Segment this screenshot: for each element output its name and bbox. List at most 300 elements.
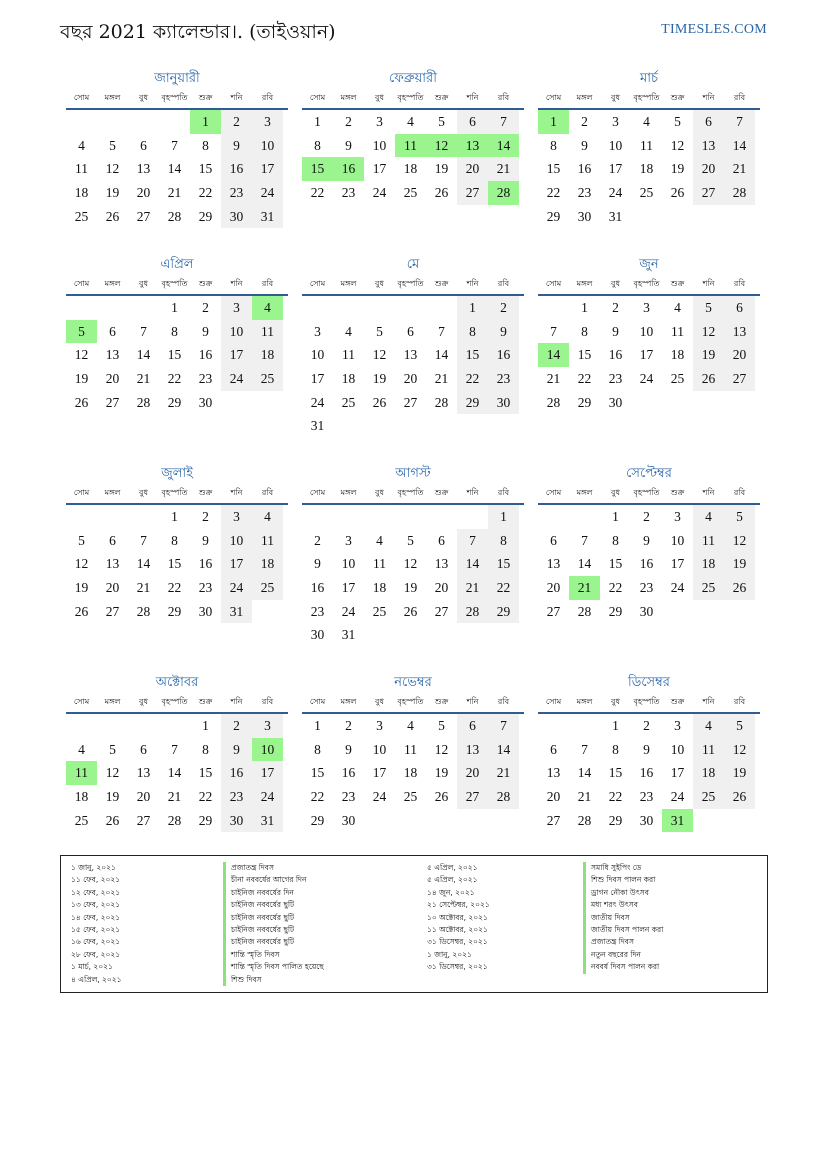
day-cell[interactable]: 5 [693, 296, 724, 320]
day-cell[interactable]: 25 [252, 576, 283, 600]
day-cell[interactable]: 10 [670, 532, 685, 548]
day-cell[interactable]: 7 [581, 532, 588, 548]
day-cell[interactable]: 20 [693, 157, 724, 181]
day-cell[interactable]: 18 [252, 552, 283, 576]
day-cell[interactable]: 25 [74, 812, 89, 828]
day-cell[interactable]: 8 [314, 137, 321, 153]
day-cell[interactable]: 25 [341, 394, 356, 410]
day-cell[interactable]: 28 [577, 603, 592, 619]
day-cell[interactable]: 9 [488, 320, 519, 344]
day-cell[interactable]: 3 [252, 110, 283, 134]
day-cell[interactable]: 8 [488, 529, 519, 553]
day-cell[interactable]: 10 [341, 556, 356, 572]
day-cell[interactable]: 27 [403, 394, 418, 410]
day-cell[interactable]: 14 [434, 347, 449, 363]
day-cell[interactable]: 11 [693, 529, 724, 553]
day-cell[interactable]: 16 [198, 347, 213, 363]
day-cell[interactable]: 15 [577, 347, 592, 363]
day-cell[interactable]: 16 [333, 157, 364, 181]
day-cell[interactable]: 28 [434, 394, 449, 410]
day-cell[interactable]: 15 [488, 552, 519, 576]
day-cell[interactable]: 31 [310, 418, 325, 434]
day-cell[interactable]: 15 [608, 556, 623, 572]
day-cell[interactable]: 28 [724, 181, 755, 205]
day-cell[interactable]: 19 [74, 371, 89, 387]
day-cell[interactable]: 4 [252, 505, 283, 529]
day-cell[interactable]: 15 [198, 161, 213, 177]
day-cell[interactable]: 24 [221, 367, 252, 391]
day-cell[interactable]: 17 [252, 761, 283, 785]
day-cell[interactable]: 1 [612, 509, 619, 524]
day-cell[interactable]: 12 [105, 161, 120, 177]
site-name[interactable]: TIMESLES.COM [661, 22, 767, 37]
day-cell[interactable]: 11 [252, 529, 283, 553]
day-cell[interactable]: 26 [724, 785, 755, 809]
day-cell[interactable]: 24 [341, 603, 356, 619]
day-cell[interactable]: 27 [136, 812, 151, 828]
day-cell[interactable]: 31 [608, 208, 623, 224]
day-cell[interactable]: 18 [372, 580, 387, 596]
day-cell[interactable]: 27 [546, 812, 561, 828]
day-cell[interactable]: 12 [724, 738, 755, 762]
day-cell[interactable]: 1 [314, 718, 321, 733]
day-cell[interactable]: 11 [342, 347, 355, 363]
day-cell[interactable]: 13 [136, 161, 151, 177]
day-cell[interactable]: 8 [457, 320, 488, 344]
day-cell[interactable]: 31 [252, 205, 283, 229]
day-cell[interactable]: 27 [105, 603, 120, 619]
day-cell[interactable]: 18 [693, 761, 724, 785]
day-cell[interactable]: 6 [438, 532, 445, 548]
day-cell[interactable]: 7 [550, 323, 557, 339]
day-cell[interactable]: 17 [221, 552, 252, 576]
day-cell[interactable]: 29 [167, 394, 182, 410]
day-cell[interactable]: 25 [74, 208, 89, 224]
day-cell[interactable]: 19 [74, 580, 89, 596]
day-cell[interactable]: 21 [167, 185, 182, 201]
day-cell[interactable]: 24 [252, 181, 283, 205]
day-cell[interactable]: 15 [457, 343, 488, 367]
day-cell[interactable]: 3 [221, 505, 252, 529]
day-cell[interactable]: 1 [171, 509, 178, 524]
day-cell[interactable]: 20 [724, 343, 755, 367]
day-cell[interactable]: 1 [612, 718, 619, 733]
day-cell[interactable]: 17 [670, 765, 685, 781]
day-cell[interactable]: 29 [167, 603, 182, 619]
day-cell[interactable]: 27 [693, 181, 724, 205]
day-cell[interactable]: 14 [167, 161, 182, 177]
day-cell[interactable]: 18 [403, 161, 418, 177]
day-cell[interactable]: 7 [171, 137, 178, 153]
day-cell[interactable]: 27 [724, 367, 755, 391]
day-cell[interactable]: 12 [74, 347, 89, 363]
day-cell[interactable]: 21 [569, 576, 600, 600]
day-cell[interactable]: 4 [643, 114, 650, 129]
day-cell[interactable]: 17 [372, 765, 387, 781]
day-cell[interactable]: 19 [403, 580, 418, 596]
day-cell[interactable]: 20 [457, 157, 488, 181]
day-cell[interactable]: 14 [577, 765, 592, 781]
day-cell[interactable]: 12 [403, 556, 418, 572]
day-cell[interactable]: 28 [488, 181, 519, 205]
day-cell[interactable]: 31 [252, 809, 283, 833]
day-cell[interactable]: 26 [434, 185, 449, 201]
day-cell[interactable]: 10 [221, 320, 252, 344]
day-cell[interactable]: 20 [457, 761, 488, 785]
day-cell[interactable]: 14 [488, 738, 519, 762]
day-cell[interactable]: 2 [643, 718, 650, 733]
day-cell[interactable]: 7 [488, 110, 519, 134]
day-cell[interactable]: 10 [372, 137, 387, 153]
day-cell[interactable]: 30 [310, 627, 325, 643]
day-cell[interactable]: 26 [403, 603, 418, 619]
day-cell[interactable]: 29 [577, 394, 592, 410]
day-cell[interactable]: 18 [639, 161, 654, 177]
day-cell[interactable]: 13 [724, 320, 755, 344]
day-cell[interactable]: 1 [171, 300, 178, 315]
day-cell[interactable]: 2 [221, 110, 252, 134]
day-cell[interactable]: 5 [724, 505, 755, 529]
day-cell[interactable]: 25 [403, 185, 418, 201]
day-cell[interactable]: 4 [407, 718, 414, 733]
day-cell[interactable]: 4 [693, 505, 724, 529]
day-cell[interactable]: 30 [639, 603, 654, 619]
day-cell[interactable]: 16 [577, 161, 592, 177]
day-cell[interactable]: 1 [202, 718, 209, 733]
day-cell[interactable]: 13 [457, 134, 488, 158]
day-cell[interactable]: 3 [643, 300, 650, 315]
day-cell[interactable]: 6 [724, 296, 755, 320]
day-cell[interactable]: 3 [221, 296, 252, 320]
day-cell[interactable]: 26 [670, 185, 685, 201]
day-cell[interactable]: 15 [198, 765, 213, 781]
day-cell[interactable]: 18 [74, 185, 89, 201]
day-cell[interactable]: 17 [341, 580, 356, 596]
day-cell[interactable]: 12 [693, 320, 724, 344]
day-cell[interactable]: 26 [74, 603, 89, 619]
day-cell[interactable]: 12 [105, 765, 120, 781]
day-cell[interactable]: 8 [581, 323, 588, 339]
day-cell[interactable]: 29 [608, 603, 623, 619]
day-cell[interactable]: 18 [693, 552, 724, 576]
day-cell[interactable]: 19 [105, 789, 120, 805]
day-cell[interactable]: 19 [434, 161, 449, 177]
day-cell[interactable]: 13 [434, 556, 449, 572]
day-cell[interactable]: 16 [198, 556, 213, 572]
day-cell[interactable]: 14 [538, 343, 569, 367]
day-cell[interactable]: 24 [372, 789, 387, 805]
day-cell[interactable]: 22 [167, 371, 182, 387]
day-cell[interactable]: 24 [639, 371, 654, 387]
day-cell[interactable]: 7 [724, 110, 755, 134]
day-cell[interactable]: 21 [724, 157, 755, 181]
day-cell[interactable]: 25 [372, 603, 387, 619]
day-cell[interactable]: 9 [314, 556, 321, 572]
day-cell[interactable]: 14 [488, 134, 519, 158]
day-cell[interactable]: 29 [608, 812, 623, 828]
day-cell[interactable]: 14 [724, 134, 755, 158]
day-cell[interactable]: 15 [302, 157, 333, 181]
day-cell[interactable]: 15 [167, 556, 182, 572]
day-cell[interactable]: 9 [581, 137, 588, 153]
day-cell[interactable]: 1 [190, 110, 221, 134]
day-cell[interactable]: 26 [105, 812, 120, 828]
day-cell[interactable]: 28 [488, 785, 519, 809]
day-cell[interactable]: 10 [670, 741, 685, 757]
day-cell[interactable]: 28 [457, 600, 488, 624]
day-cell[interactable]: 22 [310, 185, 325, 201]
day-cell[interactable]: 23 [639, 789, 654, 805]
day-cell[interactable]: 8 [202, 741, 209, 757]
day-cell[interactable]: 24 [670, 789, 685, 805]
day-cell[interactable]: 19 [105, 185, 120, 201]
day-cell[interactable]: 30 [198, 603, 213, 619]
day-cell[interactable]: 28 [167, 812, 182, 828]
day-cell[interactable]: 3 [252, 714, 283, 738]
day-cell[interactable]: 6 [140, 741, 147, 757]
day-cell[interactable]: 4 [78, 137, 85, 153]
day-cell[interactable]: 23 [608, 371, 623, 387]
day-cell[interactable]: 24 [252, 785, 283, 809]
day-cell[interactable]: 30 [608, 394, 623, 410]
day-cell[interactable]: 4 [407, 114, 414, 129]
day-cell[interactable]: 4 [693, 714, 724, 738]
day-cell[interactable]: 12 [434, 741, 449, 757]
day-cell[interactable]: 20 [105, 580, 120, 596]
day-cell[interactable]: 8 [314, 741, 321, 757]
day-cell[interactable]: 17 [310, 371, 325, 387]
day-cell[interactable]: 4 [252, 296, 283, 320]
day-cell[interactable]: 7 [140, 532, 147, 548]
day-cell[interactable]: 1 [488, 505, 519, 529]
day-cell[interactable]: 10 [310, 347, 325, 363]
day-cell[interactable]: 21 [136, 371, 151, 387]
day-cell[interactable]: 20 [546, 789, 561, 805]
day-cell[interactable]: 23 [221, 785, 252, 809]
day-cell[interactable]: 20 [434, 580, 449, 596]
day-cell[interactable]: 2 [643, 509, 650, 524]
day-cell[interactable]: 8 [171, 532, 178, 548]
day-cell[interactable]: 8 [550, 137, 557, 153]
day-cell[interactable]: 2 [221, 714, 252, 738]
day-cell[interactable]: 5 [66, 320, 97, 344]
day-cell[interactable]: 13 [105, 347, 120, 363]
day-cell[interactable]: 2 [345, 718, 352, 733]
day-cell[interactable]: 16 [639, 556, 654, 572]
day-cell[interactable]: 28 [136, 603, 151, 619]
day-cell[interactable]: 14 [167, 765, 182, 781]
day-cell[interactable]: 29 [546, 208, 561, 224]
day-cell[interactable]: 18 [403, 765, 418, 781]
day-cell[interactable]: 21 [546, 371, 561, 387]
day-cell[interactable]: 21 [457, 576, 488, 600]
day-cell[interactable]: 26 [105, 208, 120, 224]
day-cell[interactable]: 5 [724, 714, 755, 738]
day-cell[interactable]: 16 [310, 580, 325, 596]
day-cell[interactable]: 2 [612, 300, 619, 315]
day-cell[interactable]: 5 [407, 532, 414, 548]
day-cell[interactable]: 15 [167, 347, 182, 363]
day-cell[interactable]: 17 [252, 157, 283, 181]
day-cell[interactable]: 9 [345, 741, 352, 757]
day-cell[interactable]: 26 [434, 789, 449, 805]
day-cell[interactable]: 10 [372, 741, 387, 757]
day-cell[interactable]: 24 [608, 185, 623, 201]
day-cell[interactable]: 3 [612, 114, 619, 129]
day-cell[interactable]: 31 [221, 600, 252, 624]
day-cell[interactable]: 16 [639, 765, 654, 781]
day-cell[interactable]: 12 [372, 347, 387, 363]
day-cell[interactable]: 23 [639, 580, 654, 596]
day-cell[interactable]: 2 [345, 114, 352, 129]
day-cell[interactable]: 6 [693, 110, 724, 134]
day-cell[interactable]: 12 [426, 134, 457, 158]
day-cell[interactable]: 14 [577, 556, 592, 572]
day-cell[interactable]: 22 [608, 789, 623, 805]
day-cell[interactable]: 19 [670, 161, 685, 177]
day-cell[interactable]: 15 [310, 765, 325, 781]
day-cell[interactable]: 2 [581, 114, 588, 129]
day-cell[interactable]: 28 [577, 812, 592, 828]
day-cell[interactable]: 27 [136, 208, 151, 224]
day-cell[interactable]: 23 [198, 371, 213, 387]
day-cell[interactable]: 1 [538, 110, 569, 134]
day-cell[interactable]: 3 [376, 114, 383, 129]
day-cell[interactable]: 30 [577, 208, 592, 224]
day-cell[interactable]: 22 [608, 580, 623, 596]
day-cell[interactable]: 22 [198, 185, 213, 201]
day-cell[interactable]: 25 [693, 785, 724, 809]
day-cell[interactable]: 14 [136, 556, 151, 572]
day-cell[interactable]: 5 [109, 741, 116, 757]
day-cell[interactable]: 17 [221, 343, 252, 367]
day-cell[interactable]: 16 [221, 761, 252, 785]
day-cell[interactable]: 16 [341, 765, 356, 781]
day-cell[interactable]: 4 [674, 300, 681, 315]
day-cell[interactable]: 17 [608, 161, 623, 177]
day-cell[interactable]: 5 [674, 114, 681, 129]
day-cell[interactable]: 9 [221, 738, 252, 762]
day-cell[interactable]: 9 [221, 134, 252, 158]
day-cell[interactable]: 28 [546, 394, 561, 410]
day-cell[interactable]: 4 [78, 741, 85, 757]
day-cell[interactable]: 23 [310, 603, 325, 619]
day-cell[interactable]: 7 [171, 741, 178, 757]
day-cell[interactable]: 24 [670, 580, 685, 596]
day-cell[interactable]: 1 [457, 296, 488, 320]
day-cell[interactable]: 22 [310, 789, 325, 805]
day-cell[interactable]: 5 [78, 532, 85, 548]
day-cell[interactable]: 30 [488, 391, 519, 415]
day-cell[interactable]: 6 [407, 323, 414, 339]
day-cell[interactable]: 26 [693, 367, 724, 391]
day-cell[interactable]: 1 [314, 114, 321, 129]
day-cell[interactable]: 16 [608, 347, 623, 363]
day-cell[interactable]: 3 [674, 718, 681, 733]
day-cell[interactable]: 20 [105, 371, 120, 387]
day-cell[interactable]: 7 [488, 714, 519, 738]
day-cell[interactable]: 10 [221, 529, 252, 553]
day-cell[interactable]: 14 [136, 347, 151, 363]
day-cell[interactable]: 25 [639, 185, 654, 201]
day-cell[interactable]: 27 [457, 785, 488, 809]
day-cell[interactable]: 25 [252, 367, 283, 391]
day-cell[interactable]: 29 [457, 391, 488, 415]
day-cell[interactable]: 9 [345, 137, 352, 153]
day-cell[interactable]: 26 [372, 394, 387, 410]
day-cell[interactable]: 2 [202, 300, 209, 315]
day-cell[interactable]: 11 [693, 738, 724, 762]
day-cell[interactable]: 11 [75, 161, 88, 177]
day-cell[interactable]: 25 [403, 789, 418, 805]
day-cell[interactable]: 8 [612, 532, 619, 548]
day-cell[interactable]: 13 [403, 347, 418, 363]
day-cell[interactable]: 28 [136, 394, 151, 410]
day-cell[interactable]: 16 [221, 157, 252, 181]
day-cell[interactable]: 3 [674, 509, 681, 524]
day-cell[interactable]: 16 [488, 343, 519, 367]
day-cell[interactable]: 5 [376, 323, 383, 339]
day-cell[interactable]: 4 [345, 323, 352, 339]
day-cell[interactable]: 30 [221, 205, 252, 229]
day-cell[interactable]: 5 [109, 137, 116, 153]
day-cell[interactable]: 22 [488, 576, 519, 600]
day-cell[interactable]: 22 [167, 580, 182, 596]
day-cell[interactable]: 30 [198, 394, 213, 410]
day-cell[interactable]: 23 [341, 789, 356, 805]
day-cell[interactable]: 18 [74, 789, 89, 805]
day-cell[interactable]: 9 [643, 741, 650, 757]
day-cell[interactable]: 11 [395, 134, 426, 158]
day-cell[interactable]: 1 [581, 300, 588, 315]
day-cell[interactable]: 21 [577, 789, 592, 805]
day-cell[interactable]: 6 [140, 137, 147, 153]
day-cell[interactable]: 26 [74, 394, 89, 410]
day-cell[interactable]: 19 [724, 552, 755, 576]
day-cell[interactable]: 21 [488, 761, 519, 785]
day-cell[interactable]: 25 [670, 371, 685, 387]
day-cell[interactable]: 17 [372, 161, 387, 177]
day-cell[interactable]: 22 [198, 789, 213, 805]
day-cell[interactable]: 9 [643, 532, 650, 548]
day-cell[interactable]: 6 [109, 323, 116, 339]
day-cell[interactable]: 21 [136, 580, 151, 596]
day-cell[interactable]: 9 [202, 323, 209, 339]
day-cell[interactable]: 23 [488, 367, 519, 391]
day-cell[interactable]: 2 [202, 509, 209, 524]
day-cell[interactable]: 17 [639, 347, 654, 363]
day-cell[interactable]: 10 [252, 738, 283, 762]
day-cell[interactable]: 23 [577, 185, 592, 201]
day-cell[interactable]: 27 [434, 603, 449, 619]
day-cell[interactable]: 13 [693, 134, 724, 158]
day-cell[interactable]: 19 [434, 765, 449, 781]
day-cell[interactable]: 10 [608, 137, 623, 153]
day-cell[interactable]: 22 [577, 371, 592, 387]
day-cell[interactable]: 6 [109, 532, 116, 548]
day-cell[interactable]: 24 [221, 576, 252, 600]
day-cell[interactable]: 8 [612, 741, 619, 757]
day-cell[interactable]: 30 [221, 809, 252, 833]
day-cell[interactable]: 28 [167, 208, 182, 224]
day-cell[interactable]: 7 [457, 529, 488, 553]
day-cell[interactable]: 9 [202, 532, 209, 548]
day-cell[interactable]: 5 [438, 114, 445, 129]
day-cell[interactable]: 2 [314, 532, 321, 548]
day-cell[interactable]: 29 [310, 812, 325, 828]
day-cell[interactable]: 19 [372, 371, 387, 387]
day-cell[interactable]: 12 [670, 137, 685, 153]
